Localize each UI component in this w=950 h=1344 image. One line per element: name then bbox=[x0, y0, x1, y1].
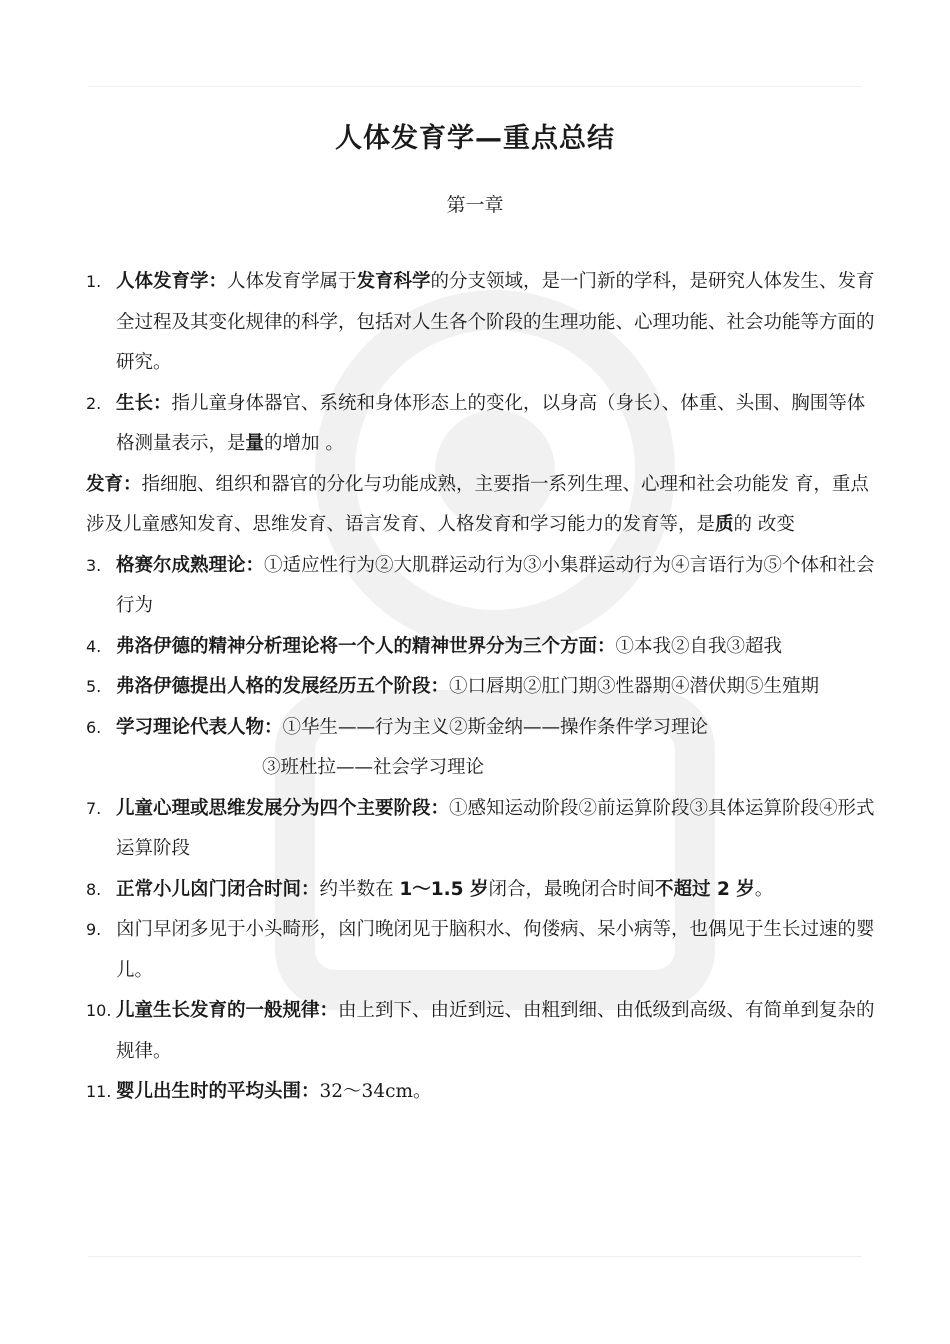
list-item: 11. 婴儿出生时的平均头围：32～34cm。 bbox=[86, 1081, 432, 1102]
list-item: 6. 学习理论代表人物：①华生——行为主义②斯金纳——操作条件学习理论 ③班杜拉——社会学习理论 bbox=[86, 716, 709, 778]
document-title: 人体发育学—重点总结 bbox=[335, 123, 615, 154]
chapter-heading: 第一章 bbox=[446, 194, 504, 216]
header-rule bbox=[88, 86, 862, 87]
document-body bbox=[86, 262, 882, 1113]
list-item: 7. 儿童心理或思维发展分为四个主要阶段：①感知运动阶段②前运算阶段③具体运算阶段④形式运算阶段 bbox=[86, 797, 875, 859]
list-item: 10. 儿童生长发育的一般规律：由上到下、由近到远、由粗到细、由低级到高级、有简单到复杂的规律。 bbox=[86, 1000, 875, 1062]
paragraph: 发育：指细胞、组织和器官的分化与功能成熟，主要指一系列生理、心理和社会功能发 育，重点涉及儿童感知发育、思维发育、语言发育、人格发育和学习能力的发育等，是质的 改变 bbox=[86, 473, 869, 535]
list-item: 3. 格赛尔成熟理论：①适应性行为②大肌群运动行为③小集群运动行为④言语行为⑤个体和社会行为 bbox=[86, 554, 875, 616]
list-item: 8. 正常小儿囟门闭合时间：约半数在 1～1.5 岁闭合，最晚闭合时间不超过 2 岁。 bbox=[86, 878, 774, 900]
list-item: 2. 生长：指儿童身体器官、系统和身体形态上的变化，以身高（身长）、体重、头围、胸围等体格测量表示，是量的增加 。 bbox=[86, 392, 866, 454]
list-item: 1. 人体发育学：人体发育学属于发育科学的分支领域，是一门新的学科，是研究人体发生、发育全过程及其变化规律的科学，包括对人生各个阶段的生理功能、心理功能、社会功能等方面的研究。 bbox=[86, 271, 875, 373]
list-item: 9. 囟门早闭多见于小头畸形，囟门晚闭见于脑积水、佝偻病、呆小病等，也偶见于生长过速的婴儿。 bbox=[86, 919, 875, 981]
footer-rule bbox=[88, 1256, 862, 1257]
list-item: 4. 弗洛伊德的精神分析理论将一个人的精神世界分为三个方面：①本我②自我③超我 bbox=[86, 635, 783, 657]
list-item: 5. 弗洛伊德提出人格的发展经历五个阶段：①口唇期②肛门期③性器期④潜伏期⑤生殖期 bbox=[86, 676, 820, 697]
